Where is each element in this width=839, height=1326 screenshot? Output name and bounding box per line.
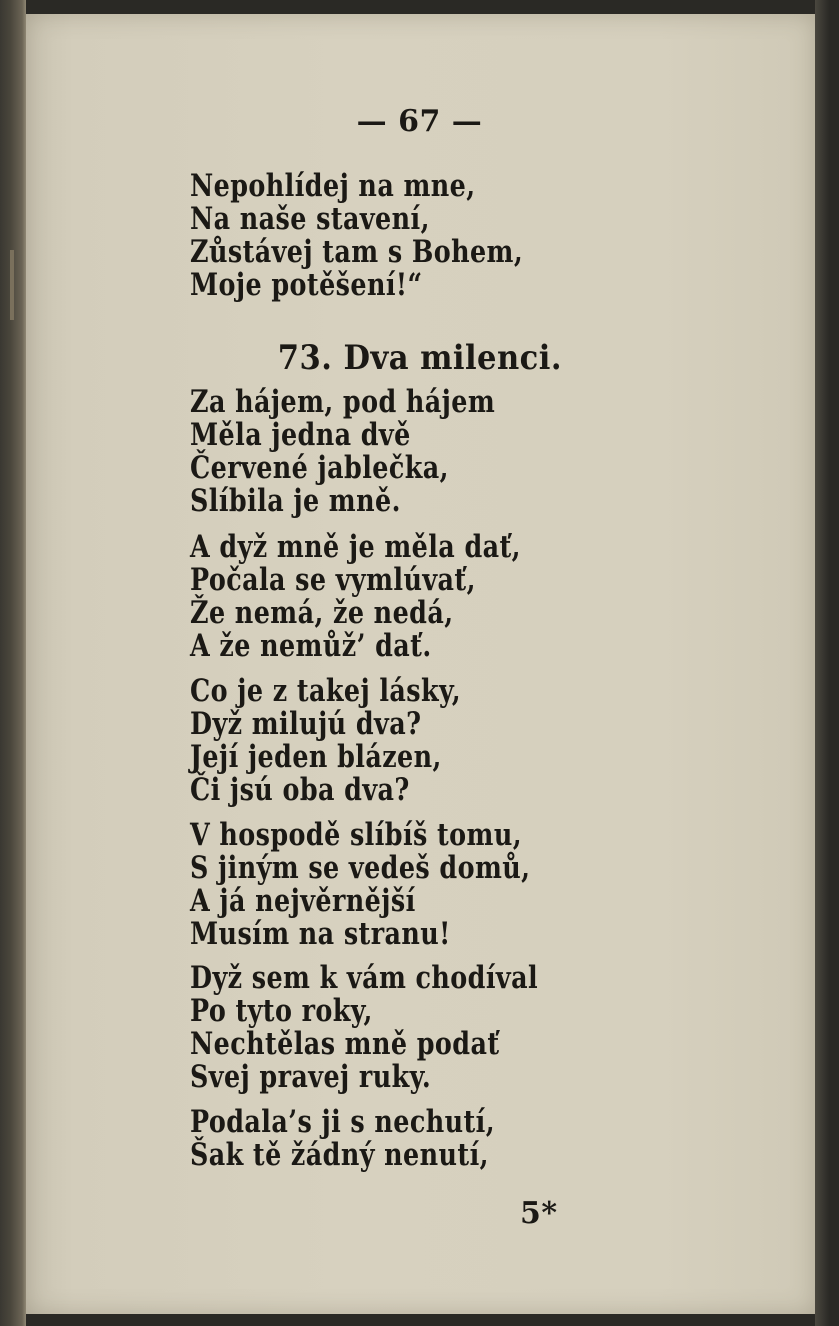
page-edge-shadow xyxy=(815,0,839,1326)
stanza-2 xyxy=(190,531,594,663)
stanza-5 xyxy=(190,962,614,1094)
stanza-4 xyxy=(190,819,605,951)
verse-line: Že nemá, že nedá, xyxy=(190,595,454,631)
verse-line: Na naše stavení, xyxy=(190,201,430,237)
verse-line: Zůstávej tam s Bohem, xyxy=(190,234,524,270)
verse-line: Dyž milujú dva? xyxy=(190,706,422,742)
verse-line: A já nejvěrnější xyxy=(190,883,416,919)
gutter-mark xyxy=(10,250,14,320)
verse-line: Nepohlídej na mne, xyxy=(190,168,476,204)
verse-line: Dyž sem k vám chodíval xyxy=(190,960,539,996)
verse-line: Svej pravej ruky. xyxy=(190,1059,432,1095)
signature-mark: 5* xyxy=(520,1196,558,1231)
verse-line: Musím na stranu! xyxy=(190,916,451,952)
book-gutter xyxy=(0,0,26,1326)
verse-line: Červené jablečka, xyxy=(190,450,449,486)
stanza-3 xyxy=(190,675,521,807)
verse-line: Její jeden blázen, xyxy=(190,739,442,775)
verse-line: Za hájem, pod hájem xyxy=(190,384,496,420)
verse-line: Podala’s ji s nechutí, xyxy=(190,1104,496,1140)
verse-line: V hospodě slíbíš tomu, xyxy=(190,817,523,853)
stanza-1 xyxy=(190,386,562,518)
poem-title xyxy=(0,338,839,378)
poem-title-text: 73. Dva milenci. xyxy=(277,338,562,378)
page-number: — 67 — xyxy=(356,104,483,139)
verse-line: Počala se vymlúvať, xyxy=(190,562,476,598)
verse-line: Slíbila je mně. xyxy=(190,483,401,519)
verse-line: Měla jedna dvě xyxy=(190,417,411,453)
verse-line: Co je z takej lásky, xyxy=(190,673,462,709)
verse-line: A dyž mně je měla dať, xyxy=(190,529,521,565)
stanza-6 xyxy=(190,1106,562,1172)
verse-line: Po tyto roky, xyxy=(190,993,373,1029)
verse-line: Nechtělas mně podať xyxy=(190,1026,500,1062)
verse-line: Šak tě žádný nenutí, xyxy=(190,1137,489,1173)
verse-line: Či jsú oba dva? xyxy=(190,772,410,808)
opening-stanza xyxy=(190,170,596,302)
verse-line: Moje potěšení!“ xyxy=(190,267,423,303)
verse-line: S jiným se vedeš domů, xyxy=(190,850,531,886)
verse-line: A že nemůž’ dať. xyxy=(190,628,432,664)
